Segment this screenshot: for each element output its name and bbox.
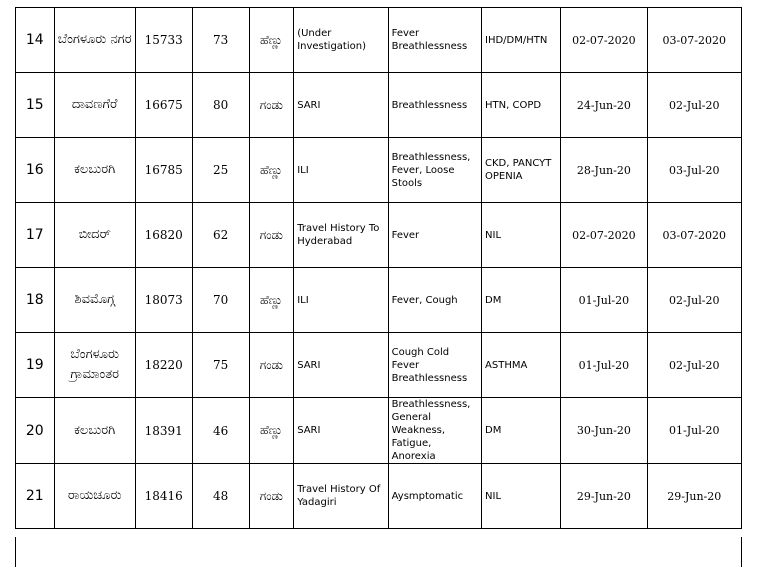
patient-age-cell [192, 464, 249, 529]
admission-date: 02-07-2020 [572, 33, 636, 47]
patient-id: 15733 [144, 33, 183, 47]
serial-number: 17 [25, 227, 44, 243]
patient-id-cell [135, 333, 192, 398]
patient-id: 18416 [144, 489, 183, 503]
patient-sex-cell [249, 333, 294, 398]
patient-id-cell [135, 464, 192, 529]
death-date-cell [647, 203, 742, 268]
symptoms: Breathlessness, Fever, Loose Stools [391, 151, 471, 189]
symptoms-cell [388, 398, 481, 464]
case-history: (Under Investigation) [297, 28, 366, 52]
table-row [16, 138, 742, 203]
patient-age: 62 [212, 228, 229, 242]
serial-number: 14 [25, 32, 44, 48]
patient-id-cell [135, 138, 192, 203]
district-name: ಬೆಂಗಳೂರು ಗ್ರಾಮಾಂತರ [70, 347, 120, 382]
comorbidity-cell [482, 333, 561, 398]
case-history: SARI [297, 425, 321, 436]
comorbidity-cell [482, 138, 561, 203]
serial-number-cell [16, 73, 55, 138]
comorbidity-cell [482, 203, 561, 268]
comorbidity-cell [482, 398, 561, 464]
symptoms-cell [388, 138, 481, 203]
symptoms-cell [388, 203, 481, 268]
patient-age: 80 [212, 98, 229, 112]
patient-age-cell [192, 333, 249, 398]
patient-age: 75 [212, 358, 229, 372]
patient-sex-cell [249, 203, 294, 268]
patient-sex: ಹೆಣ್ಣು [259, 32, 283, 47]
case-history: SARI [297, 359, 321, 371]
admission-date: 28-Jun-20 [576, 163, 631, 177]
patient-sex: ಹೆಣ್ಣು [259, 162, 283, 177]
patient-sex: ಗಂಡು [259, 357, 283, 372]
case-history-cell [294, 203, 388, 268]
district-name-cell [54, 138, 135, 203]
case-history: ILI [297, 164, 309, 176]
serial-number-cell [16, 138, 55, 203]
admission-date-cell [561, 464, 647, 529]
serial-number: 20 [25, 422, 44, 439]
patient-age-cell [192, 73, 249, 138]
death-date-cell [647, 138, 742, 203]
death-date: 02-Jul-20 [669, 358, 720, 372]
patient-id: 16785 [144, 163, 183, 177]
district-name-cell [54, 73, 135, 138]
serial-number: 16 [25, 162, 44, 178]
case-history-cell [294, 138, 388, 203]
symptoms-cell [388, 73, 481, 138]
case-history: Travel History Of Yadagiri [297, 484, 381, 508]
district-name-cell [54, 268, 135, 333]
patient-id: 16675 [144, 98, 183, 112]
serial-number: 18 [25, 292, 44, 308]
death-date-cell [647, 333, 742, 398]
admission-date: 01-Jul-20 [578, 358, 630, 372]
patient-id-cell [135, 73, 192, 138]
district-name-cell [54, 464, 135, 529]
district-name: ಬೆಂಗಳೂರು ನಗರ [57, 32, 132, 47]
death-date: 03-07-2020 [662, 33, 726, 47]
table-row [16, 268, 742, 333]
symptoms-cell [388, 464, 481, 529]
comorbidity: HTN, COPD [485, 99, 542, 111]
admission-date: 02-07-2020 [572, 228, 636, 242]
symptoms: Breathlessness [391, 99, 468, 111]
case-history-cell [294, 398, 388, 464]
symptoms: Aysmptomatic [391, 490, 464, 502]
table-row [16, 73, 742, 138]
patient-sex-cell [249, 8, 294, 73]
death-date-cell [647, 464, 742, 529]
district-name-cell [54, 398, 135, 464]
table-row [16, 333, 742, 398]
patient-sex-cell [249, 398, 294, 464]
patient-id-cell [135, 8, 192, 73]
death-date-cell [647, 73, 742, 138]
district-name: ಕಲಬುರಗಿ [74, 422, 116, 438]
patient-age-cell [192, 203, 249, 268]
death-date-cell [647, 268, 742, 333]
patient-sex: ಗಂಡು [259, 227, 283, 242]
case-history: ILI [297, 294, 309, 306]
patient-id: 18220 [144, 358, 183, 372]
symptoms: Breathlessness, General Weakness, Fatigue, Anorexia [391, 399, 471, 462]
death-date-cell [647, 398, 742, 464]
comorbidity-cell [482, 8, 561, 73]
comorbidity: DM [485, 425, 502, 436]
comorbidity: ASTHMA [485, 359, 528, 371]
symptoms-cell [388, 8, 481, 73]
patient-sex-cell [249, 268, 294, 333]
covid-death-table [15, 7, 742, 529]
case-history-cell [294, 73, 388, 138]
patient-age: 73 [212, 33, 229, 47]
case-history-cell [294, 268, 388, 333]
patient-id: 18073 [144, 293, 183, 307]
death-date: 02-Jul-20 [669, 98, 720, 112]
serial-number-cell [16, 268, 55, 333]
patient-age: 48 [212, 489, 229, 503]
comorbidity: NIL [485, 229, 502, 241]
patient-age-cell [192, 268, 249, 333]
symptoms: Fever, Cough [391, 294, 458, 306]
comorbidity: DM [485, 294, 502, 306]
patient-age: 46 [212, 423, 229, 438]
table-body [16, 8, 742, 529]
district-name-cell [54, 203, 135, 268]
patient-sex-cell [249, 138, 294, 203]
death-date: 03-Jul-20 [669, 163, 720, 177]
symptoms-cell [388, 268, 481, 333]
patient-sex-cell [249, 464, 294, 529]
district-name: ದಾವಣಗೆರೆ [71, 97, 118, 112]
serial-number-cell [16, 333, 55, 398]
patient-age-cell [192, 8, 249, 73]
district-name: ರಾಯಚೂರು [67, 488, 122, 503]
district-name: ಕಲಬುರಗಿ [74, 162, 116, 177]
serial-number-cell [16, 8, 55, 73]
case-history: SARI [297, 99, 321, 111]
admission-date: 29-Jun-20 [576, 489, 631, 503]
serial-number: 19 [25, 357, 44, 373]
admission-date-cell [561, 203, 647, 268]
symptoms: Cough Cold Fever Breathlessness [391, 346, 468, 384]
comorbidity: IHD/DM/HTN [485, 34, 548, 46]
death-date: 02-Jul-20 [669, 293, 720, 307]
death-date: 29-Jun-20 [667, 489, 722, 503]
patient-age: 25 [212, 163, 229, 177]
symptoms-cell [388, 333, 481, 398]
admission-date-cell [561, 333, 647, 398]
admission-date-cell [561, 73, 647, 138]
case-history-cell [294, 8, 388, 73]
patient-sex-cell [249, 73, 294, 138]
comorbidity: CKD, PANCYTOPENIA [485, 158, 552, 182]
death-date-cell [647, 8, 742, 73]
admission-date-cell [561, 268, 647, 333]
admission-date-cell [561, 8, 647, 73]
table-row [16, 464, 742, 529]
admission-date: 30-Jun-20 [576, 424, 631, 437]
admission-date-cell [561, 398, 647, 464]
patient-sex: ಹೆಣ್ಣು [259, 292, 283, 307]
table-row [16, 8, 742, 73]
comorbidity-cell [482, 464, 561, 529]
patient-age-cell [192, 398, 249, 464]
table-row [16, 398, 742, 464]
case-history: Travel History To Hyderabad [297, 223, 380, 247]
patient-id: 18391 [144, 423, 183, 438]
serial-number-cell [16, 203, 55, 268]
case-history-cell [294, 464, 388, 529]
case-history-cell [294, 333, 388, 398]
table-row [16, 203, 742, 268]
admission-date: 01-Jul-20 [578, 293, 630, 307]
patient-age-cell [192, 138, 249, 203]
district-name-cell [54, 8, 135, 73]
patient-id: 16820 [144, 228, 183, 242]
district-name-cell [54, 333, 135, 398]
district-name: ಬೀದರ್ [78, 227, 111, 242]
admission-date: 24-Jun-20 [576, 98, 631, 112]
patient-id-cell [135, 203, 192, 268]
patient-id-cell [135, 398, 192, 464]
patient-sex: ಗಂಡು [259, 488, 283, 503]
death-date: 03-07-2020 [662, 228, 726, 242]
patient-sex: ಗಂಡು [259, 97, 283, 112]
symptoms: Fever [391, 229, 420, 241]
serial-number-cell [16, 398, 55, 464]
comorbidity: NIL [485, 490, 502, 502]
patient-id-cell [135, 268, 192, 333]
comorbidity-cell [482, 268, 561, 333]
serial-number-cell [16, 464, 55, 529]
table-continuation [15, 537, 742, 567]
serial-number: 21 [25, 488, 44, 504]
comorbidity-cell [482, 73, 561, 138]
admission-date-cell [561, 138, 647, 203]
death-date: 01-Jul-20 [669, 424, 720, 437]
serial-number: 15 [25, 97, 44, 113]
symptoms: Fever Breathlessness [391, 28, 468, 52]
patient-sex: ಹೆಣ್ಣು [259, 423, 283, 437]
patient-age: 70 [212, 293, 229, 307]
district-name: ಶಿವಮೊಗ್ಗ [74, 292, 115, 307]
